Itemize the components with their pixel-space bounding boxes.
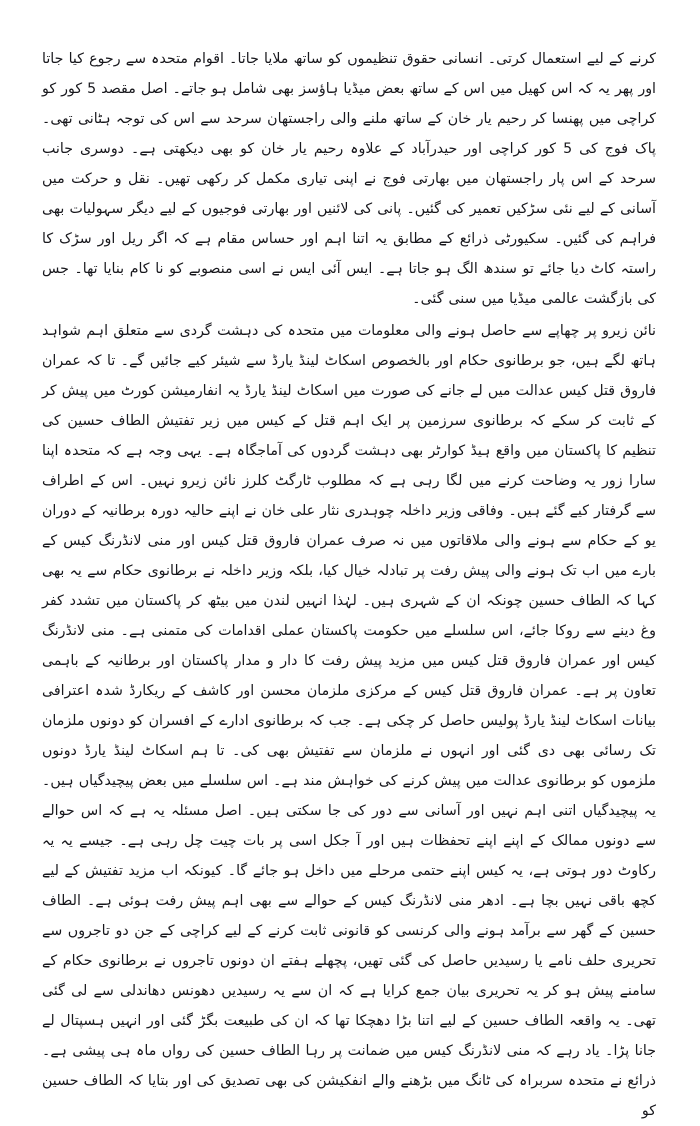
paragraph-2: نائن زیرو پر چھاپے سے حاصل ہونے والی معلومات میں متحدہ کی دہشت گردی سے متعلق اہم شواہد ہاتھ لگے ہیں، جو برطانوی حکام اور بالخصوص اسکاٹ لینڈ یارڈ سے شیئر کیے جائیں گے۔ تا کہ عمران فاروق قتل کیس عدالت میں لے جانے کی صورت میں اسکاٹ لینڈ یارڈ یہ انفارمیشن کورٹ میں پیش کر کے ثابت کر سکے کہ برطانوی سرزمین پر ایک اہم قتل کے کیس میں زیر تفتیش الطاف حسین کی تنظیم کا پاکستان میں واقع ہیڈ کوارٹر بھی دہشت گردوں کی آماجگاہ ہے۔ یہی وجہ ہے کہ متحدہ اپنا سارا زور یہ وضاحت کرنے میں لگا رہی ہے کہ مطلوب ٹارگٹ کلرز نائن زیرو نہیں۔ اس کے اطراف سے گرفتار کیے گئے ہیں۔ وفاقی وزیر داخلہ چوہدری نثار علی خان نے اپنے حالیہ دورہ برطانیہ کے دوران یو کے حکام سے ہونے والی ملاقاتوں میں نہ صرف عمران فاروق قتل کیس اور منی لانڈرنگ کیس کے بارے میں اب تک ہونے والی پیش رفت پر تبادلہ خیال کیا، بلکہ وزیر داخلہ نے برطانوی حکام سے یہ بھی کہا کہ الطاف حسین چونکہ ان کے شہری ہیں۔ لہٰذا انہیں لندن میں بیٹھ کر پاکستان میں تشدد کفر وغ دینے سے روکا جائے، اس سلسلے میں حکومت پاکستان عملی اقدامات کی متمنی ہے۔ منی لانڈرنگ کیس اور عمران فاروق قتل کیس میں مزید پیش رفت کا دار و مدار پاکستان اور برطانیہ کے باہمی تعاون پر ہے۔ عمران فاروق قتل کیس کے مرکزی ملزمان محسن اور کاشف کے ریکارڈ شدہ اعترافی بیانات اسکاٹ لینڈ یارڈ پولیس حاصل کر چکی ہے۔ جب کہ برطانوی ادارے کے افسران کو دونوں ملزمان تک رسائی بھی دی گئی اور انہوں نے ملزمان سے تفتیش بھی کی۔ تا ہم اسکاٹ لینڈ یارڈ دونوں ملزموں کو برطانوی عدالت میں پیش کرنے کی خواہش مند ہے۔ اس سلسلے میں بعض پیچیدگیاں ہیں۔ یہ پیچیدگیاں اتنی اہم نہیں اور آسانی سے دور کی جا سکتی ہیں۔ اصل مسئلہ یہ ہے کہ اس حوالے سے دونوں ممالک کے اپنے اپنے تحفظات ہیں اور آ جکل اسی پر بات چیت چل رہی ہے۔ جیسے یہ یہ رکاوٹ دور ہوتی ہے، یہ کیس اپنے حتمی مرحلے میں داخل ہو جائے گا۔ کیونکہ اب مزید تفتیش کے لیے کچھ باقی نہیں بچا ہے۔ ادھر منی لانڈرنگ کیس کے حوالے سے بھی اہم پیش رفت ہوئی ہے۔ الطاف حسین کے گھر سے برآمد ہونے والی کرنسی کو قانونی ثابت کرنے کے لیے کراچی کے جن دو تاجروں سے تحریری حلف نامے یا رسیدیں حاصل کی گئی تھیں، پچھلے ہفتے ان دونوں تاجروں نے برطانوی حکام کے سامنے پیش ہو کر یہ تحریری بیان جمع کرایا ہے کہ ان سے یہ رسیدیں دھونس دھاندلی سے لی گئی تھی۔ یہ واقعہ الطاف حسین کے لیے اتنا بڑا دھچکا تھا کہ ان کی طبیعت بگڑ گئی اور انہیں ہسپتال لے جانا پڑا۔ یاد رہے کہ منی لانڈرنگ کیس میں ضمانت پر رہا الطاف حسین کی رواں ماہ ہی پیشی ہے۔ ذرائع نے متحدہ سربراہ کی ٹانگ میں بڑھنے والے انفکیشن کی بھی تصدیق کی اور بتایا کہ الطاف حسین کو — [42, 323, 656, 1119]
article-body — [42, 44, 656, 1126]
paragraph-1: کرنے کے لیے استعمال کرتی۔ انسانی حقوق تنظیموں کو ساتھ ملایا جاتا۔ اقوام متحدہ سے رجوع کیا جاتا اور پھر یہ کہ اس کھیل میں اس کے ساتھ بعض میڈیا ہاؤسز بھی شامل ہو جاتے۔ اصل مقصد 5 کور کو کراچی میں پھنسا کر رحیم یار خان کے ساتھ ملنے والی راجستھان سرحد سے اس کی توجہ ہٹانی تھی۔ پاک فوج کی 5 کور کراچی اور حیدرآباد کے علاوہ رحیم یار خان کو بھی دیکھتی ہے۔ دوسری جانب سرحد کے اس پار راجستھان میں بھارتی فوج نے اپنی تیاری مکمل کر رکھی تھیں۔ نقل و حرکت میں آسانی کے لیے نئی سڑکیں تعمیر کی گئیں۔ پانی کی لائنیں اور بھارتی فوجیوں کے لیے دیگر سہولیات بھی فراہم کی گئیں۔ سکیورٹی ذرائع کے مطابق یہ اتنا اہم اور حساس مقام ہے کہ اگر ریل اور سڑک کا راستہ کاٹ دیا جائے تو سندھ الگ ہو جاتا ہے۔ ایس آئی ایس نے اسی منصوبے کو نا کام بنایا تھا۔ جس کی بازگشت عالمی میڈیا میں سنی گئی۔ — [42, 51, 656, 307]
